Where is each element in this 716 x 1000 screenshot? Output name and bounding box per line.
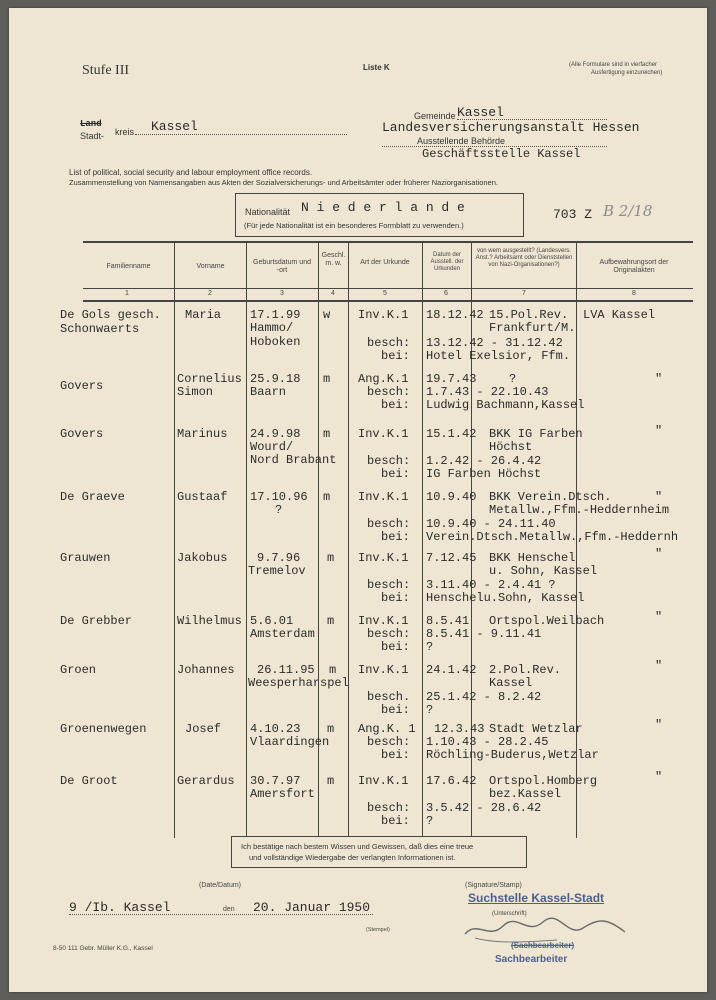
surname: De Gols gesch. [60,308,161,322]
issue-date: 19.7.43 [426,372,477,386]
document-type: Inv.K.1 [358,308,409,322]
issued-by: BKK IG Farben [489,427,583,441]
employment-label: besch: [367,385,411,399]
birth-date: 26.11.95 [257,663,315,677]
birth-place-2: Hoboken [250,335,301,349]
issued-by: 2.Pol.Rev. [489,663,562,677]
sachbearbeiter: Sachbearbeiter [495,954,568,965]
handwritten-ref: B 2/18 [603,202,653,220]
col-num-4: 4 [331,290,335,297]
document-type: Inv.K.1 [358,774,409,788]
employer-label: bei: [381,703,410,717]
col-num-6: 6 [444,290,448,297]
first-name: Jakobus [177,551,228,565]
birth-place: Vlaardingen [250,735,330,749]
surname: De Groot [60,774,118,788]
employer-label: bei: [381,814,410,828]
col-num-5: 5 [383,290,387,297]
sex: w [323,308,331,322]
birth-place-2: Nord Brabant [250,453,337,467]
employer-label: bei: [381,591,410,605]
issued-by: Ortspol.Weilbach [489,614,605,628]
first-name: Gustaaf [177,490,228,504]
document-type: Inv.K.1 [358,551,409,565]
birth-date: 17.10.96 [250,490,308,504]
sex: m [323,427,331,441]
col-header-3: Geburtsdatum und -ort [253,259,311,274]
employment-label: besch: [367,336,411,350]
employment-period: 1.2.42 - 26.4.42 [426,454,542,468]
archive-location: " [655,547,663,561]
reference-number: 703 Z [553,207,593,222]
surname: Govers [60,379,104,393]
issued-by-2: Frankfurt/M. [489,321,576,335]
sex: m [327,614,335,628]
kreis-value: Kassel [151,119,198,134]
liste-label: Liste K [363,63,390,72]
printer-line: 8-50 111 Gebr. Müller K.G., Kassel [53,945,153,952]
employment-label: besch: [367,454,411,468]
unterschrift-label: (Unterschrift) [492,911,527,917]
stadt-label: Stadt- [80,131,105,141]
signature-label: (Signature/Stamp) [465,882,522,889]
first-name: Josef [185,722,222,736]
surname: De Graeve [60,490,125,504]
employment-label: besch. [367,690,411,704]
nationality-label: Nationalität [245,207,291,217]
issue-date: 17.6.42 [426,774,477,788]
col-num-1: 1 [125,290,129,297]
gemeinde-value: Kassel [457,105,504,120]
behoerde-label: Ausstellende Behörde [417,136,506,146]
issued-by-2: Metallw.,Ffm.-Heddernheim [489,503,670,517]
employment-label: besch: [367,627,411,641]
issued-by-2: bez.Kassel [489,787,562,801]
surname: Groenenwegen [60,722,147,736]
birth-date: 30.7.97 [250,774,301,788]
kreis-prefix-struck: Land [80,119,102,129]
birth-place: Amersfort [250,787,315,801]
employment-label: besch: [367,801,411,815]
col-header-6: Datum der Ausstell. der Urkunden [430,252,464,272]
document-type: Inv.K.1 [358,490,409,504]
document-type: Inv.K.1 [358,427,409,441]
sex: m [327,551,335,565]
birth-date: 4.10.23 [250,722,301,736]
stamp-title: Suchstelle Kassel-Stadt [468,891,605,905]
issued-by: Stadt Wetzlar [489,722,583,736]
first-name: Cornelius [177,372,242,386]
surname: Groen [60,663,97,677]
first-name: Marinus [177,427,228,441]
issue-date: 7.12.45 [426,551,477,565]
employer: ? [426,640,434,654]
issued-by: 15.Pol.Rev. [489,308,569,322]
den-label: den [223,906,235,913]
sex: m [323,372,331,386]
first-name: Wilhelmus [177,614,242,628]
employment-label: besch: [367,578,411,592]
employment-period: 3.5.42 - 28.6.42 [426,801,542,815]
employer-label: bei: [381,467,410,481]
first-name: Maria [185,308,222,322]
col-num-8: 8 [632,290,636,297]
gemeinde-label: Gemeinde [414,111,456,121]
col-header-1: Familienname [106,263,151,270]
date-text: 20. Januar 1950 [253,900,371,915]
intro-line-1: List of political, social security and labour employment office records. [69,168,313,177]
archive-location: " [655,610,663,624]
sex: m [329,663,337,677]
birth-date: 24.9.98 [250,427,301,441]
employer: ? [426,703,434,717]
confirmation-line-2: und vollständige Wiedergabe der verlangten Informationen ist. [249,853,456,862]
birth-place: Weesperharspel [248,676,349,690]
archive-location: " [655,770,663,784]
birth-date: 5.6.01 [250,614,294,628]
employment-period: 13.12.42 - 31.12.42 [426,336,563,350]
employer: Henschelu.Sohn, Kassel [426,591,585,605]
document-page [9,8,707,992]
sex: m [327,722,335,736]
issued-by: ? [509,372,517,386]
col-header-5: Art der Urkunde [360,259,410,266]
employment-period: 8.5.41 - 9.11.41 [426,627,542,641]
nationality-value: N i e d e r l a n d e [301,200,465,215]
archive-location: " [655,659,663,673]
surname: Govers [60,427,104,441]
employer: ? [426,814,434,828]
archive-location: LVA Kassel [583,308,656,322]
document-type: Ang.K. 1 [358,722,416,736]
birth-place: Baarn [250,385,287,399]
document-type: Inv.K.1 [358,614,409,628]
sex: m [327,774,335,788]
employment-period: 3.11.40 - 2.4.41 ? [426,578,556,592]
form-note-1: (Alle Formulare sind in vierfacher [569,62,658,68]
document-type: Ang.K.1 [358,372,409,386]
employer: Ludwig Bachmann,Kassel [426,398,585,412]
issued-by: Ortspol.Homberg [489,774,598,788]
first-name-2: Simon [177,385,214,399]
behoerde-value-1: Landesversicherungsanstalt Hessen [382,120,640,135]
employment-label: besch: [367,517,411,531]
employment-period: 1.10.43 - 28.2.45 [426,735,549,749]
nationality-note: (Für jede Nationalität ist ein besonderes Formblatt zu verwenden.) [244,221,464,230]
issue-date: 18.12.42 [426,308,484,322]
employment-label: besch: [367,735,411,749]
employer-label: bei: [381,748,410,762]
document-type: Inv.K.1 [358,663,409,677]
sex: m [323,490,331,504]
issue-date: 10.9.40 [426,490,477,504]
first-name: Johannes [177,663,235,677]
birth-date: 25.9.18 [250,372,301,386]
birth-place: Hammo/ [250,321,294,335]
employer-label: bei: [381,640,410,654]
archive-location: " [655,424,663,438]
issued-by-2: Höchst [489,440,533,454]
col-header-4: Geschl. m. w. [321,252,346,267]
issued-by-2: u. Sohn, Kassel [489,564,598,578]
stempel-label: (Stempel) [366,927,390,933]
employment-period: 1.7.43 - 22.10.43 [426,385,549,399]
employer-label: bei: [381,530,410,544]
col-header-7: von wem ausgestellt? (Landesvers. Anst.? Arbeitsamt oder Dienststellen von Nazi-Organisationen?) [475,248,573,268]
kreis-label: kreis [115,127,135,137]
employment-period: 10.9.40 - 24.11.40 [426,517,556,531]
issued-by-2: Kassel [489,676,533,690]
confirmation-box [231,836,527,868]
issued-by: BKK Verein.Dtsch. [489,490,612,504]
employer-label: bei: [381,349,410,363]
issue-date: 24.1.42 [426,663,477,677]
confirmation-line-1: Ich bestätige nach bestem Wissen und Gewissen, daß dies eine treue [241,842,474,851]
employment-period: 25.1.42 - 8.2.42 [426,690,542,704]
behoerde-value-2: Geschäftsstelle Kassel [422,147,581,161]
sachbearbeiter-struck: (Sachbearbeiter) [511,941,575,950]
archive-location: " [655,718,663,732]
employer-label: bei: [381,398,410,412]
form-note-2: Ausfertigung einzureichen) [591,70,663,76]
date-label: (Date/Datum) [199,882,242,889]
issue-date: 12.3.43 [434,722,485,736]
employer: Hotel Exelsior, Ffm. [426,349,571,363]
birth-place: Amsterdam [250,627,315,641]
issue-date: 8.5.41 [426,614,470,628]
archive-location: " [655,372,663,386]
employer: Verein.Dtsch.Metallw.,Ffm.-Heddernh [426,530,679,544]
col-num-7: 7 [522,290,526,297]
issue-date: 15.1.42 [426,427,477,441]
surname-line-2: Schonwaerts [60,322,140,336]
birth-date: 17.1.99 [250,308,301,322]
col-header-2: Vorname [196,263,225,270]
col-num-3: 3 [280,290,284,297]
surname: De Grebber [60,614,133,628]
first-name: Gerardus [177,774,235,788]
birth-place: Wourd/ [250,440,294,454]
col-num-2: 2 [208,290,212,297]
date-place: 9 /Ib. Kassel [69,900,171,915]
issued-by: BKK Henschel [489,551,576,565]
stufe-label: Stufe III [82,63,130,78]
birth-date: 9.7.96 [257,551,301,565]
surname: Grauwen [60,551,111,565]
col-header-8: Aufbewahrungsort der Originalakten [599,259,669,274]
birth-place: Tremelov [248,564,306,578]
employer: Röchling-Buderus,Wetzlar [426,748,599,762]
archive-location: " [655,490,663,504]
intro-line-2: Zusammenstellung von Namensangaben aus Akten der Sozialversicherungs- und Arbeitsämter oder früherer Naziorganisationen. [69,178,498,187]
employer: IG Farben Höchst [426,467,542,481]
birth-place: ? [275,503,283,517]
